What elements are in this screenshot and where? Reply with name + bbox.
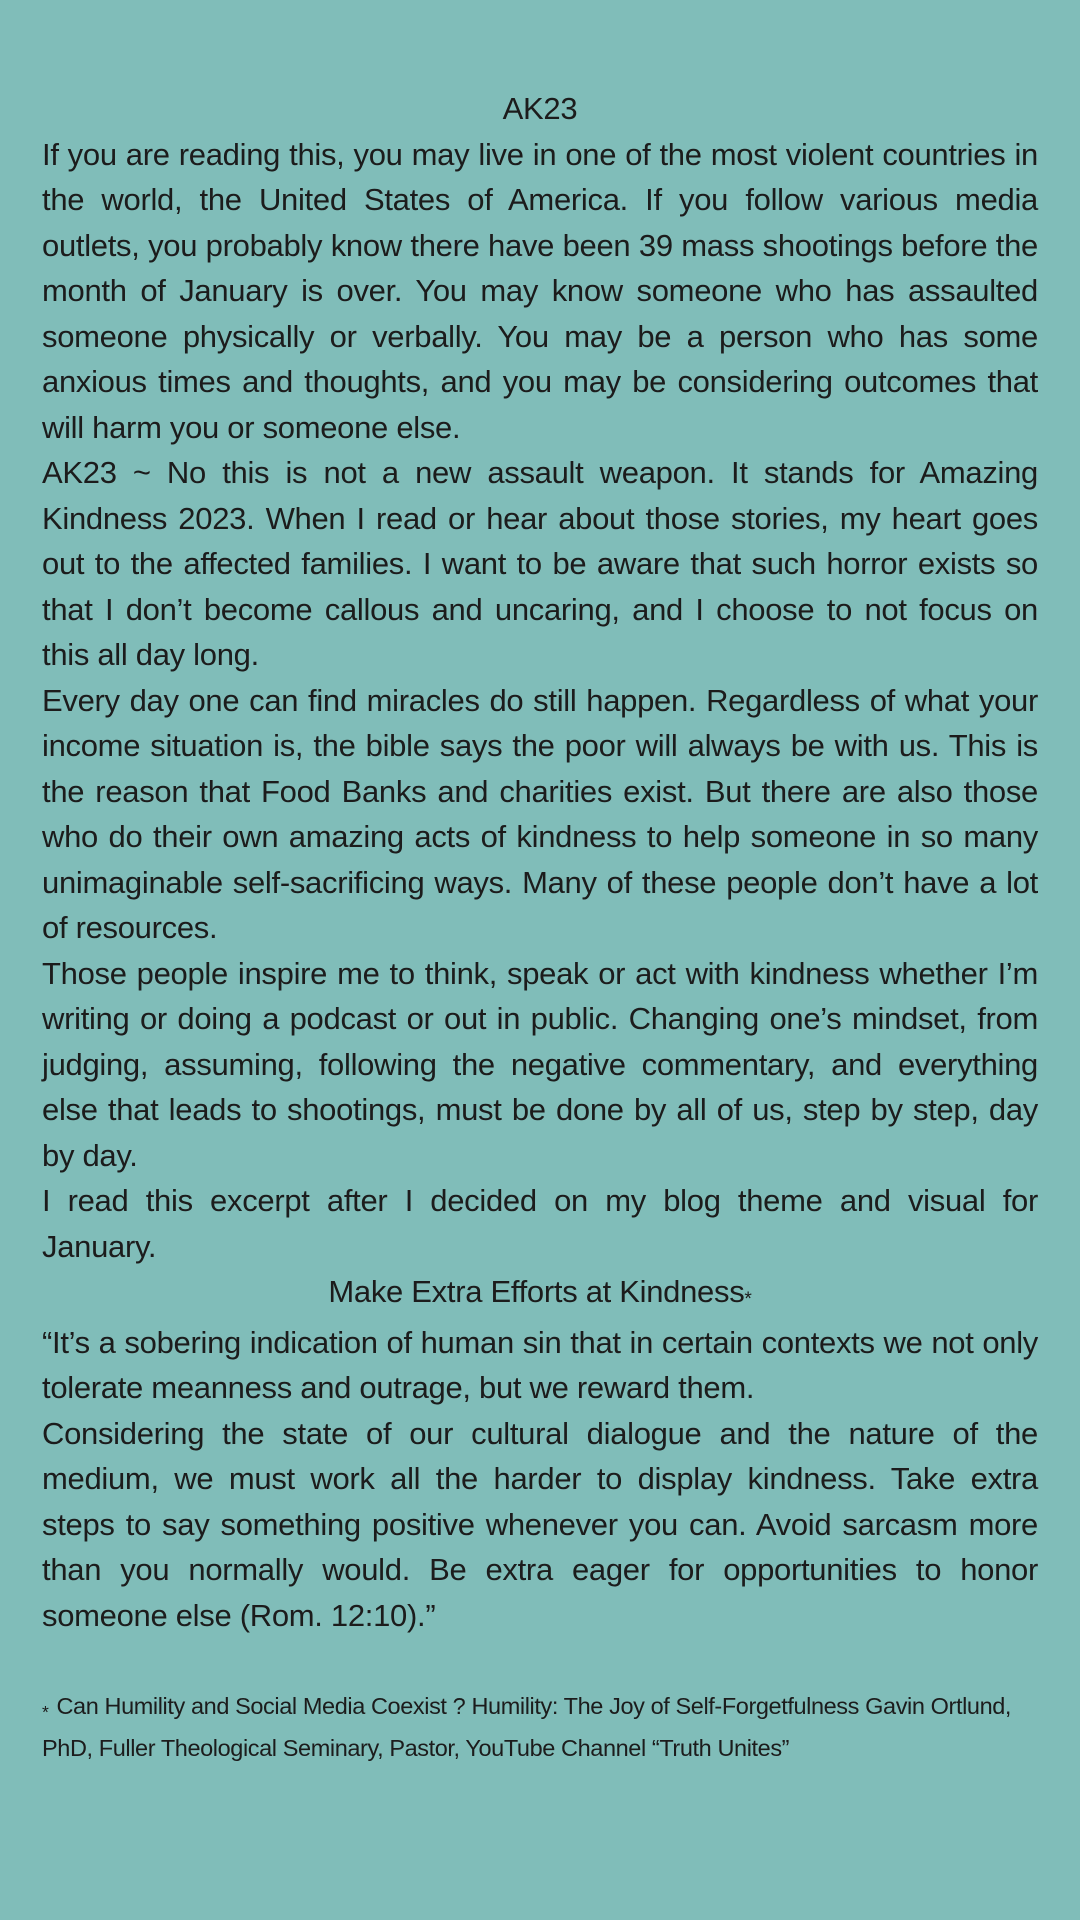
footnote-reference-marker: * xyxy=(744,1289,752,1311)
paragraph-inspiration: Those people inspire me to think, speak or act with kindness whether I’m writing or doing a podcast or out in public. Changing one’s mindset, from judging, assuming, following the negative commentary, and everything else that leads to shootings, must be done by all of us, step by step, day by day. xyxy=(42,955,1038,1173)
paragraph-ak23-meaning: AK23 ~ No this is not a new assault weapon. It stands for Amazing Kindness 2023. When I read or hear about those stories, my heart goes out to the affected families. I want to be aware that such horror exists so that I don’t become callous and uncaring, and I choose to not focus on this all day long. xyxy=(42,455,1038,672)
footnote-text: Can Humility and Social Media Coexist ? Humility: The Joy of Self-Forgetfulness Gavin Ortlund, PhD, Fuller Theological Seminary, Pastor, YouTube Channel “Truth Unites” xyxy=(42,1693,1012,1761)
footnote-marker: * xyxy=(42,1701,49,1722)
paragraph-miracles: Every day one can find miracles do still happen. Regardless of what your income situation is, the bible says the poor will always be with us. This is the reason that Food Banks and charities exist. But there are also those who do their own amazing acts of kindness to help someone in so many unimaginable self-sacrificing ways. Many of these people don’t have a lot of resources. xyxy=(42,682,1038,945)
paragraph-intro: If you are reading this, you may live in one of the most violent countries in the world, the United States of America. If you follow various media outlets, you probably know there have been 39 mass shootings before the month of January is over. You may know someone who has assaulted someone physically or verbally. You may be a person who has some anxious times and thoughts, and you may be considering outcomes that will harm you or someone else. xyxy=(42,136,1038,445)
subheading-text: Make Extra Efforts at Kindness xyxy=(328,1274,745,1309)
subheading xyxy=(42,1269,1038,1320)
quote-paragraph-1: “It’s a sobering indication of human sin that in certain contexts we not only tolerate meanness and outrage, but we reward them. xyxy=(42,1324,1038,1405)
footnote xyxy=(42,1686,1038,1768)
paragraph-excerpt-lead: I read this excerpt after I decided on my blog theme and visual for January. xyxy=(42,1183,1038,1264)
quote-paragraph-2: Considering the state of our cultural dialogue and the nature of the medium, we must work all the harder to display kindness. Take extra steps to say something positive whenever you can. Avoid sarcasm more than you normally would. Be extra eager for opportunities to honor someone else (Rom. 12:10).” xyxy=(42,1415,1038,1633)
page-title: AK23 xyxy=(502,91,578,126)
